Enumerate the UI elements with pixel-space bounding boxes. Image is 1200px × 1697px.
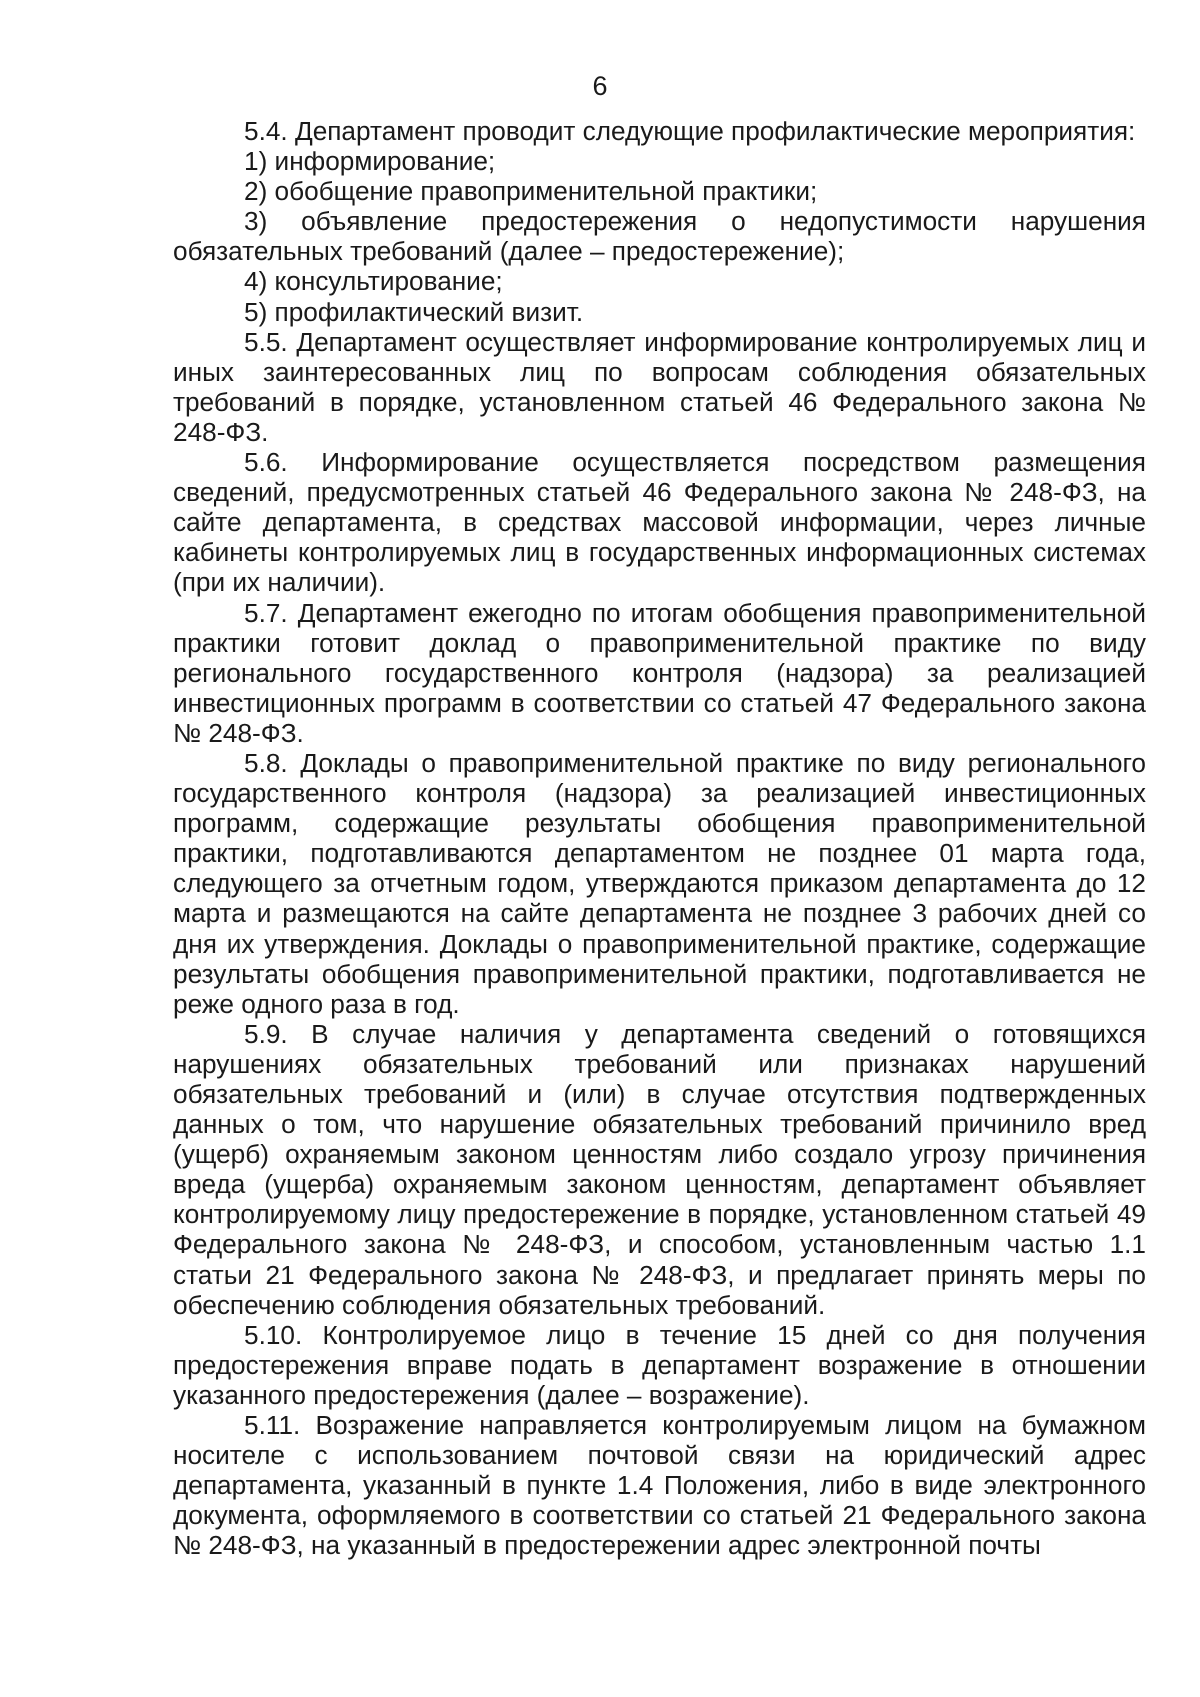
paragraph-5-7: 5.7. Департамент ежегодно по итогам обобщения правоприменительной практики готовит доклад о правоприменительной практике по виду регионального государственного контроля (надзора) за реализацией инвестиционных программ в соответствии со статьей 47 Федерального закона № 248-ФЗ. (173, 597, 1146, 748)
paragraph-5-5: 5.5. Департамент осуществляет информирование контролируемых лиц и иных заинтересованных лиц по вопросам соблюдения обязательных требований в порядке, установленном статьей 46 Федерального закона № 248-ФЗ. (173, 326, 1146, 447)
document-body (173, 116, 1146, 1561)
paragraph-5-8: 5.8. Доклады о правоприменительной практике по виду регионального государственного контроля (надзора) за реализацией инвестиционных программ, содержащие результаты обобщения правоприменительной практики, подготавливаются департаментом не позднее 01 марта года, следующего за отчетным годом, утверждаются приказом департамента до 12 марта и размещаются на сайте департамента не позднее 3 рабочих дней со дня их утверждения. Доклады о правоприменительной практике, содержащие результаты обобщения правоприменительной практики, подготавливается не реже одного раза в год. (173, 747, 1146, 1019)
paragraph-5-11: 5.11. Возражение направляется контролируемым лицом на бумажном носителе с использованием почтовой связи на юридический адрес департамента, указанный в пункте 1.4 Положения, либо в виде электронного документа, оформляемого в соответствии со статьей 21 Федерального закона № 248-ФЗ, на указанный в предостережении адрес электронной почты (173, 1410, 1146, 1561)
list-item-informing: 1) информирование; (244, 146, 496, 177)
list-item-generalization: 2) обобщение правоприменительной практики; (244, 176, 818, 207)
paragraph-5-4: 5.4. Департамент проводит следующие профилактические мероприятия: (244, 116, 1136, 146)
paragraph-5-6: 5.6. Информирование осуществляется посредством размещения сведений, предусмотренных статьей 46 Федерального закона № 248-ФЗ, на сайте департамента, в средствах массовой информации, через личные кабинеты контролируемых лиц в государственных информационных системах (при их наличии). (173, 447, 1146, 598)
page-number: 6 (592, 71, 608, 101)
list-item-preventive-visit: 5) профилактический визит. (244, 296, 584, 327)
list-item-consulting: 4) консультирование; (244, 266, 503, 297)
paragraph-5-10: 5.10. Контролируемое лицо в течение 15 дней со дня получения предостережения вправе подать в департамент возражение в отношении указанного предостережения (далее – возражение). (173, 1319, 1146, 1410)
paragraph-5-9: 5.9. В случае наличия у департамента сведений о готовящихся нарушениях обязательных требований или признаках нарушений обязательных требований и (или) в случае отсутствия подтвержденных данных о том, что нарушение обязательных требований причинило вред (ущерб) охраняемым законом ценностям либо создало угрозу причинения вреда (ущерба) охраняемым законом ценностям, департамент объявляет контролируемому лицу предостережение в порядке, установленном статьей 49 Федерального закона № 248-ФЗ, и способом, установленным частью 1.1 статьи 21 Федерального закона № 248-ФЗ, и предлагает принять меры по обеспечению соблюдения обязательных требований. (173, 1018, 1146, 1320)
list-item-warning: 3) объявление предостережения о недопустимости нарушения обязательных требований (далее – предостережение); (173, 206, 1146, 267)
